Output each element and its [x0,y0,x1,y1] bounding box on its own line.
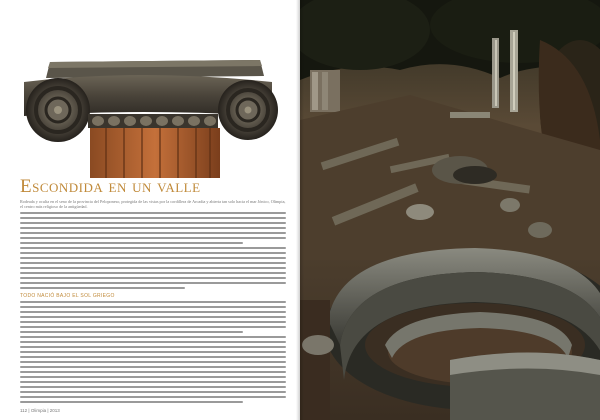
tholos-ruins-image [300,0,600,420]
ionic-capital-svg [10,56,280,178]
body-column-bottom [20,301,286,406]
ruins-svg [300,0,600,420]
article-intro: Rodeada y oculta en el seno de la provincia del Peloponeso, protegida de las vistas por la cordillera de Arcadia y abierta tan solo hacia el mar Jónico, Olimpia, el centro más religioso de la antigüedad. [20,199,286,209]
page-folio: 112 | Olimpia | 2013 [20,408,60,413]
body-column-top [20,212,286,292]
right-page [300,0,600,420]
article-title: Escondida en un valle [20,176,201,197]
ionic-capital-image [10,56,280,178]
section-subhead: TODO NACIÓ BAJO EL SOL GRIEGO [20,293,115,299]
body-text-lines [20,212,286,292]
body-text-lines-2 [20,301,286,406]
